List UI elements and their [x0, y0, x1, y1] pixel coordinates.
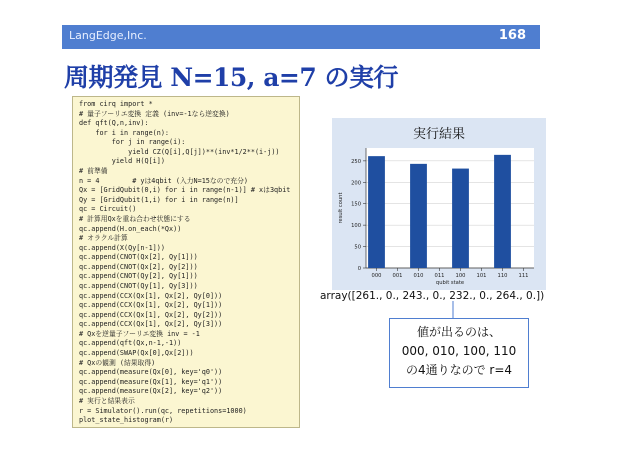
code-line: qc.append(measure(Qx[2], key='q2')): [79, 387, 223, 396]
page-number: 168: [498, 28, 526, 43]
x-tick-label: 101: [476, 273, 487, 279]
title-suffix: の実行: [324, 63, 398, 92]
code-line: qc.append(SWAP(Qx[0],Qx[2])): [79, 349, 194, 358]
code-line: qc.append(X(Qy[n-1])): [79, 243, 165, 252]
x-tick-label: 100: [455, 273, 466, 279]
code-line: qc = Circuit(): [79, 205, 137, 214]
x-tick-label: 011: [434, 273, 445, 279]
code-line: # Qxの観測 (結果取得): [79, 358, 156, 367]
code-line: Qy = [GridQubit(1,i) for i in range(n)]: [79, 195, 239, 204]
code-line: qc.append(measure(Qx[1], key='q1')): [79, 377, 223, 386]
code-line: # 前準備: [79, 167, 108, 176]
code-line: qc.append(CCX(Qx[1], Qx[2], Qy[3])): [79, 320, 223, 329]
callout-line-2: 000, 010, 100, 110: [401, 344, 517, 358]
result-array-text: array([261., 0., 243., 0., 232., 0., 264., 0.]): [320, 290, 545, 302]
code-line: qc.append(qft(Qx,n-1,-1)): [79, 339, 182, 348]
y-tick-label: 50: [354, 244, 361, 251]
code-line: # 計算用Qxを重ね合わせ状態にする: [79, 214, 191, 223]
company-name: LangEdge,Inc.: [69, 29, 147, 42]
code-line: Qx = [GridQubit(0,i) for i in range(n-1)] # xは3qbit: [79, 186, 291, 195]
code-line: yield CZ(Q[i],Q[j])**(inv*1/2**(i-j)): [79, 147, 280, 156]
code-line: # 実行と結果表示: [79, 396, 135, 405]
y-tick-label: 150: [351, 201, 361, 208]
x-tick-label: 010: [413, 273, 424, 279]
code-line: yield H(Q[i]): [79, 157, 165, 166]
y-axis-label: result count: [338, 192, 344, 224]
title-prefix: 周期発見: [64, 63, 163, 92]
code-line: # 量子フーリエ変換 定義 (inv=-1なら逆変換): [79, 109, 230, 118]
code-line: qc.append(CNOT(Qy[2], Qy[1])): [79, 272, 198, 281]
result-title: 実行結果: [412, 127, 465, 142]
x-tick-label: 111: [518, 273, 529, 279]
code-line: qc.append(H.on_each(*Qx)): [79, 224, 182, 233]
y-tick-label: 100: [351, 223, 361, 230]
code-line: qc.append(CNOT(Qx[2], Qy[2])): [79, 262, 198, 271]
x-tick-label: 001: [392, 273, 403, 279]
callout-line-1: 値が出るのは、: [416, 325, 501, 339]
code-line: n = 4 # yは4qbit (入力N=15なので充分): [79, 176, 248, 185]
code-line: for i in range(n):: [79, 128, 170, 137]
code-line: qc.append(CNOT(Qx[2], Qy[1])): [79, 253, 198, 262]
x-axis-label: qubit state: [435, 280, 465, 286]
callout-line-3: の4通りなので r=4: [405, 363, 513, 377]
code-line: qc.append(CNOT(Qy[1], Qy[3])): [79, 281, 198, 290]
y-tick-label: 250: [351, 158, 361, 165]
title-formula: N=15, a=7: [162, 63, 325, 92]
x-tick-label: 110: [497, 273, 508, 279]
code-line: qc.append(measure(Qx[0], key='q0')): [79, 368, 223, 377]
code-line: from cirq import *: [79, 100, 153, 108]
code-line: qc.append(CCX(Qx[1], Qx[2], Qy[2])): [79, 310, 223, 319]
code-line: r = Simulator().run(qc, repetitions=1000): [79, 406, 247, 415]
code-line: # Qxを逆量子フーリエ変換 inv = -1: [79, 329, 200, 338]
code-line: qc.append(CCX(Qx[1], Qx[2], Qy[0])): [79, 291, 223, 300]
code-line: for j in range(i):: [79, 138, 186, 147]
y-tick-label: 200: [351, 180, 361, 187]
code-line: qc.append(CCX(Qx[1], Qx[2], Qy[1])): [79, 301, 223, 310]
code-line: def qft(Q,n,inv):: [79, 119, 149, 128]
x-tick-label: 000: [371, 273, 382, 279]
y-tick-label: 0: [357, 266, 361, 272]
callout-box: [389, 318, 529, 388]
code-line: plot_state_histogram(r): [79, 416, 174, 425]
code-line: # オラクル計算: [79, 234, 128, 243]
